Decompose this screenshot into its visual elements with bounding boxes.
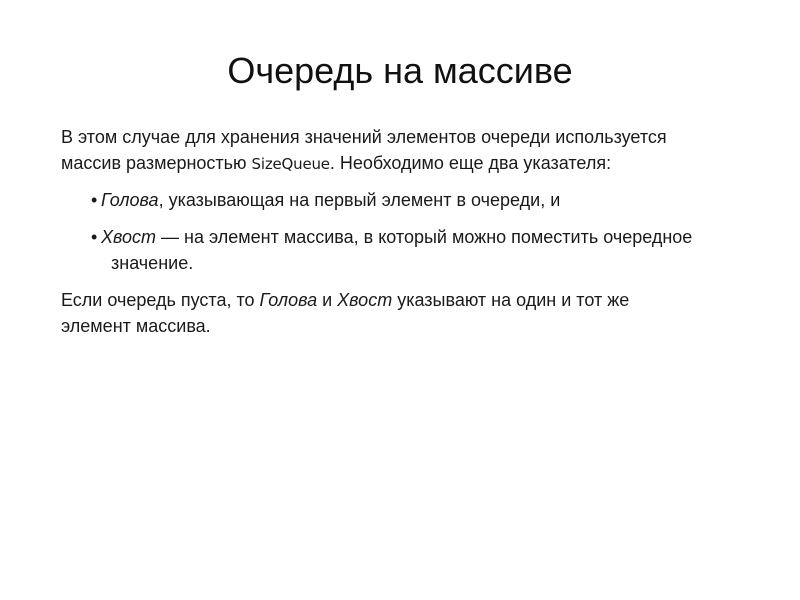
- final-start: Если очередь пуста, то: [61, 290, 260, 310]
- intro-line-1: В этом случае для хранения значений элементов очереди используется: [61, 127, 667, 147]
- head-description: , указывающая на первый элемент в очереди, и: [158, 190, 561, 210]
- intro-line-2-end: . Необходимо еще два указателя:: [329, 153, 612, 173]
- bullet-marker: •: [91, 190, 98, 210]
- term-head: Голова: [101, 190, 159, 210]
- intro-paragraph: [61, 124, 761, 177]
- pointer-list: [61, 187, 761, 276]
- final-middle: и: [317, 290, 338, 310]
- final-term-head: Голова: [259, 290, 318, 310]
- intro-line-2-start: массив размерностью: [61, 153, 252, 173]
- term-tail: Хвост: [101, 227, 157, 247]
- slide-title: Очередь на массиве: [227, 50, 573, 91]
- final-end: указывают на один и тот же: [392, 290, 630, 310]
- tail-description-continuation: значение.: [111, 253, 194, 273]
- final-paragraph: [61, 287, 761, 339]
- bullet-marker: •: [91, 227, 98, 247]
- list-item-head: [61, 187, 761, 213]
- final-term-tail: Хвост: [337, 290, 393, 310]
- slide-body: [61, 124, 761, 339]
- tail-description: — на элемент массива, в который можно поместить очередное: [156, 227, 693, 247]
- size-queue-code: SizeQueue: [251, 155, 330, 173]
- final-line-2: элемент массива.: [61, 316, 211, 336]
- list-item-tail: [61, 224, 761, 276]
